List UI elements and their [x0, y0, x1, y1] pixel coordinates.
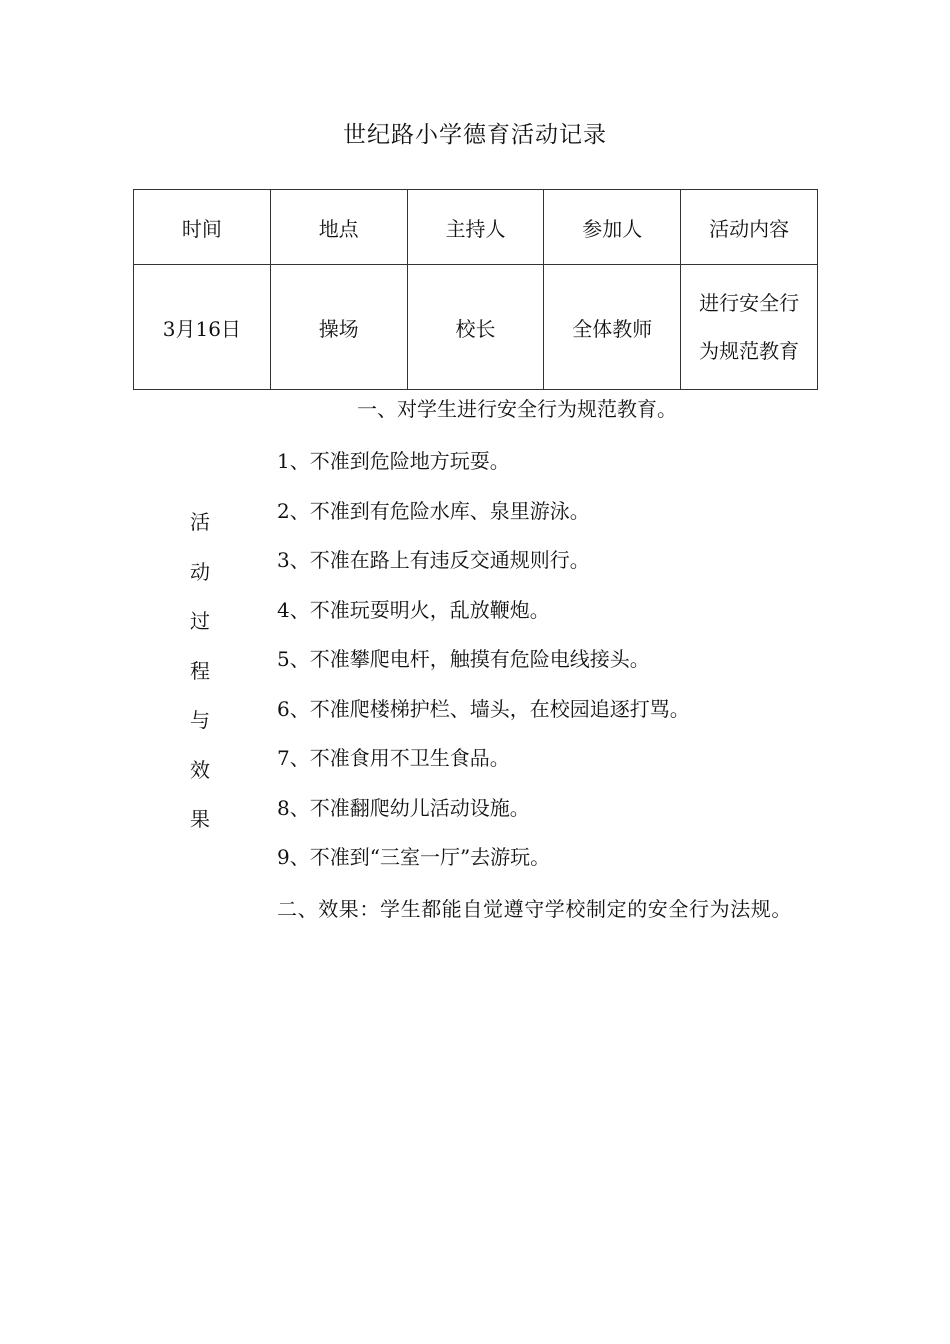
cell-content [681, 265, 818, 390]
header-host: 主持人 [407, 190, 544, 265]
side-label-char: 过 [190, 609, 210, 633]
side-label-char: 活 [190, 510, 210, 534]
page-title: 世纪路小学德育活动记录 [343, 122, 607, 148]
list-item: 1、不准到危险地方玩耍。 [277, 449, 510, 473]
list-item: 6、不准爬楼梯护栏、墙头，在校园追逐打骂。 [277, 696, 690, 721]
side-label-char: 动 [190, 559, 210, 584]
cell-content-line-1: 进行安全行 [699, 291, 800, 315]
side-label-char: 程 [190, 658, 210, 683]
side-label-char: 效 [190, 757, 210, 782]
side-label-char: 与 [190, 708, 210, 732]
list-item: 3、不准在路上有违反交通规则行。 [277, 548, 590, 572]
cell-content-line-2: 为规范教育 [699, 339, 800, 363]
table-header-row [134, 190, 818, 265]
list-item: 5、不准攀爬电杆，触摸有危险电线接头。 [277, 647, 650, 671]
cell-host: 校长 [407, 265, 544, 390]
cell-participants: 全体教师 [544, 265, 681, 390]
list-item: 7、不准食用不卫生食品。 [277, 746, 510, 770]
list-item: 8、不准翻爬幼儿活动设施。 [277, 795, 530, 820]
header-participants: 参加人 [544, 190, 681, 265]
effect-paragraph: 二、效果：学生都能自觉遵守学校制定的安全行为法规。 [277, 897, 792, 921]
section-heading: 一、对学生进行安全行为规范教育。 [357, 397, 677, 421]
header-content: 活动内容 [681, 190, 818, 265]
cell-time: 3月16日 [134, 265, 271, 390]
rules-list [277, 446, 690, 892]
cell-place: 操场 [270, 265, 407, 390]
list-item: 4、不准玩耍明火，乱放鞭炮。 [277, 597, 550, 622]
activity-process-label [190, 508, 212, 855]
activity-info-table [133, 189, 818, 390]
header-place: 地点 [270, 190, 407, 265]
side-label-char: 果 [190, 807, 210, 831]
header-time: 时间 [134, 190, 271, 265]
list-item: 2、不准到有危险水库、泉里游泳。 [277, 498, 590, 523]
table-row [134, 265, 818, 390]
list-item: 9、不准到“三室一厅”去游玩。 [277, 845, 551, 869]
